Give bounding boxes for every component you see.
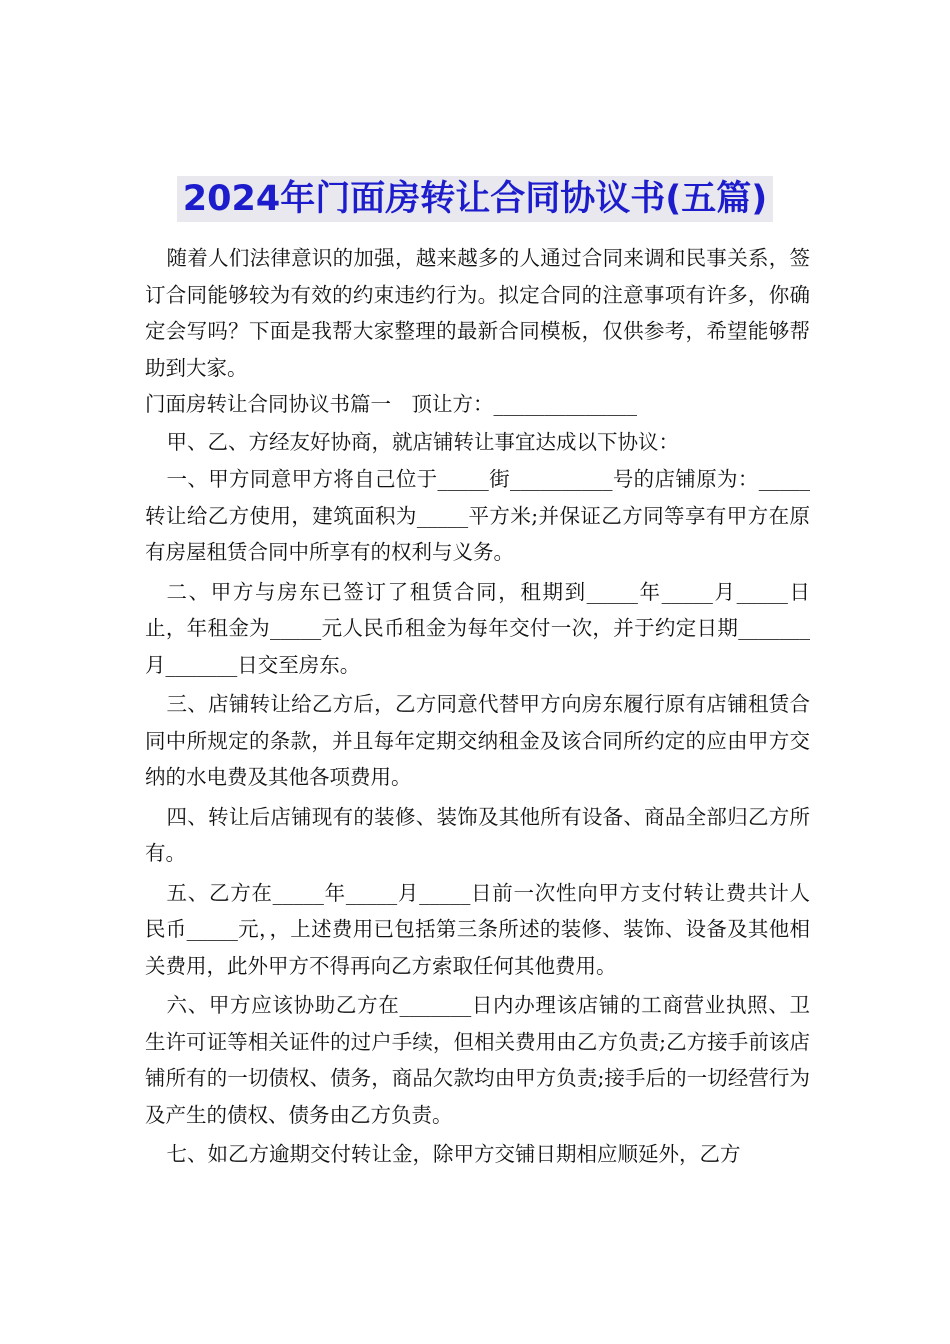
intro-paragraph: 随着人们法律意识的加强，越来越多的人通过合同来调和民事关系，签订合同能够较为有效的约束违约行为。拟定合同的注意事项有许多，你确定会写吗？下面是我帮大家整理的最新合同模板，仅供参考，希望能够帮助到大家。: [145, 246, 810, 380]
clause-2: 二、甲方与房东已签订了租赁合同，租期到_____年_____月_____日止，年租金为_____元人民币租金为每年交付一次，并于约定日期_______月_______日交至房东。: [145, 579, 810, 677]
clause-3: 三、店铺转让给乙方后，乙方同意代替甲方向房东履行原有店铺租赁合同中所规定的条款，并且每年定期交纳租金及该合同所约定的应由甲方交纳的水电费及其他各项费用。: [145, 692, 810, 789]
clause-6: 六、甲方应该协助乙方在_______日内办理该店铺的工商营业执照、卫生许可证等相关证件的过户手续，但相关费用由乙方负责;乙方接手前该店铺所有的一切债权、债务，商品欠款均由甲方负责;接手后的一切经营行为及产生的债权、债务由乙方负责。: [145, 993, 810, 1127]
clause-4: 四、转让后店铺现有的装修、装饰及其他所有设备、商品全部归乙方所有。: [145, 804, 810, 865]
clause-1: 一、甲方同意甲方将自己位于_____街__________号的店铺原为：_____转让给乙方使用，建筑面积为_____平方米;并保证乙方同等享有甲方在原有房屋租赁合同中所享有的权利与义务。: [145, 467, 810, 564]
document-body: [145, 240, 810, 1173]
document-title: 2024年门面房转让合同协议书(五篇): [177, 176, 773, 222]
clause-7: 七、如乙方逾期交付转让金，除甲方交铺日期相应顺延外，乙方: [166, 1142, 741, 1166]
clause-5: 五、乙方在_____年_____月_____日前一次性向甲方支付转让费共计人民币_____元，，上述费用已包括第三条所述的装修、装饰、设备及其他相关费用，此外甲方不得再向乙方索取任何其他费用。: [145, 880, 810, 978]
title-container: [0, 176, 950, 222]
agreement-preamble: 甲、乙、方经友好协商，就店铺转让事宜达成以下协议：: [166, 429, 680, 454]
section-heading-line: 门面房转让合同协议书篇一 顶让方：______________: [145, 392, 637, 416]
